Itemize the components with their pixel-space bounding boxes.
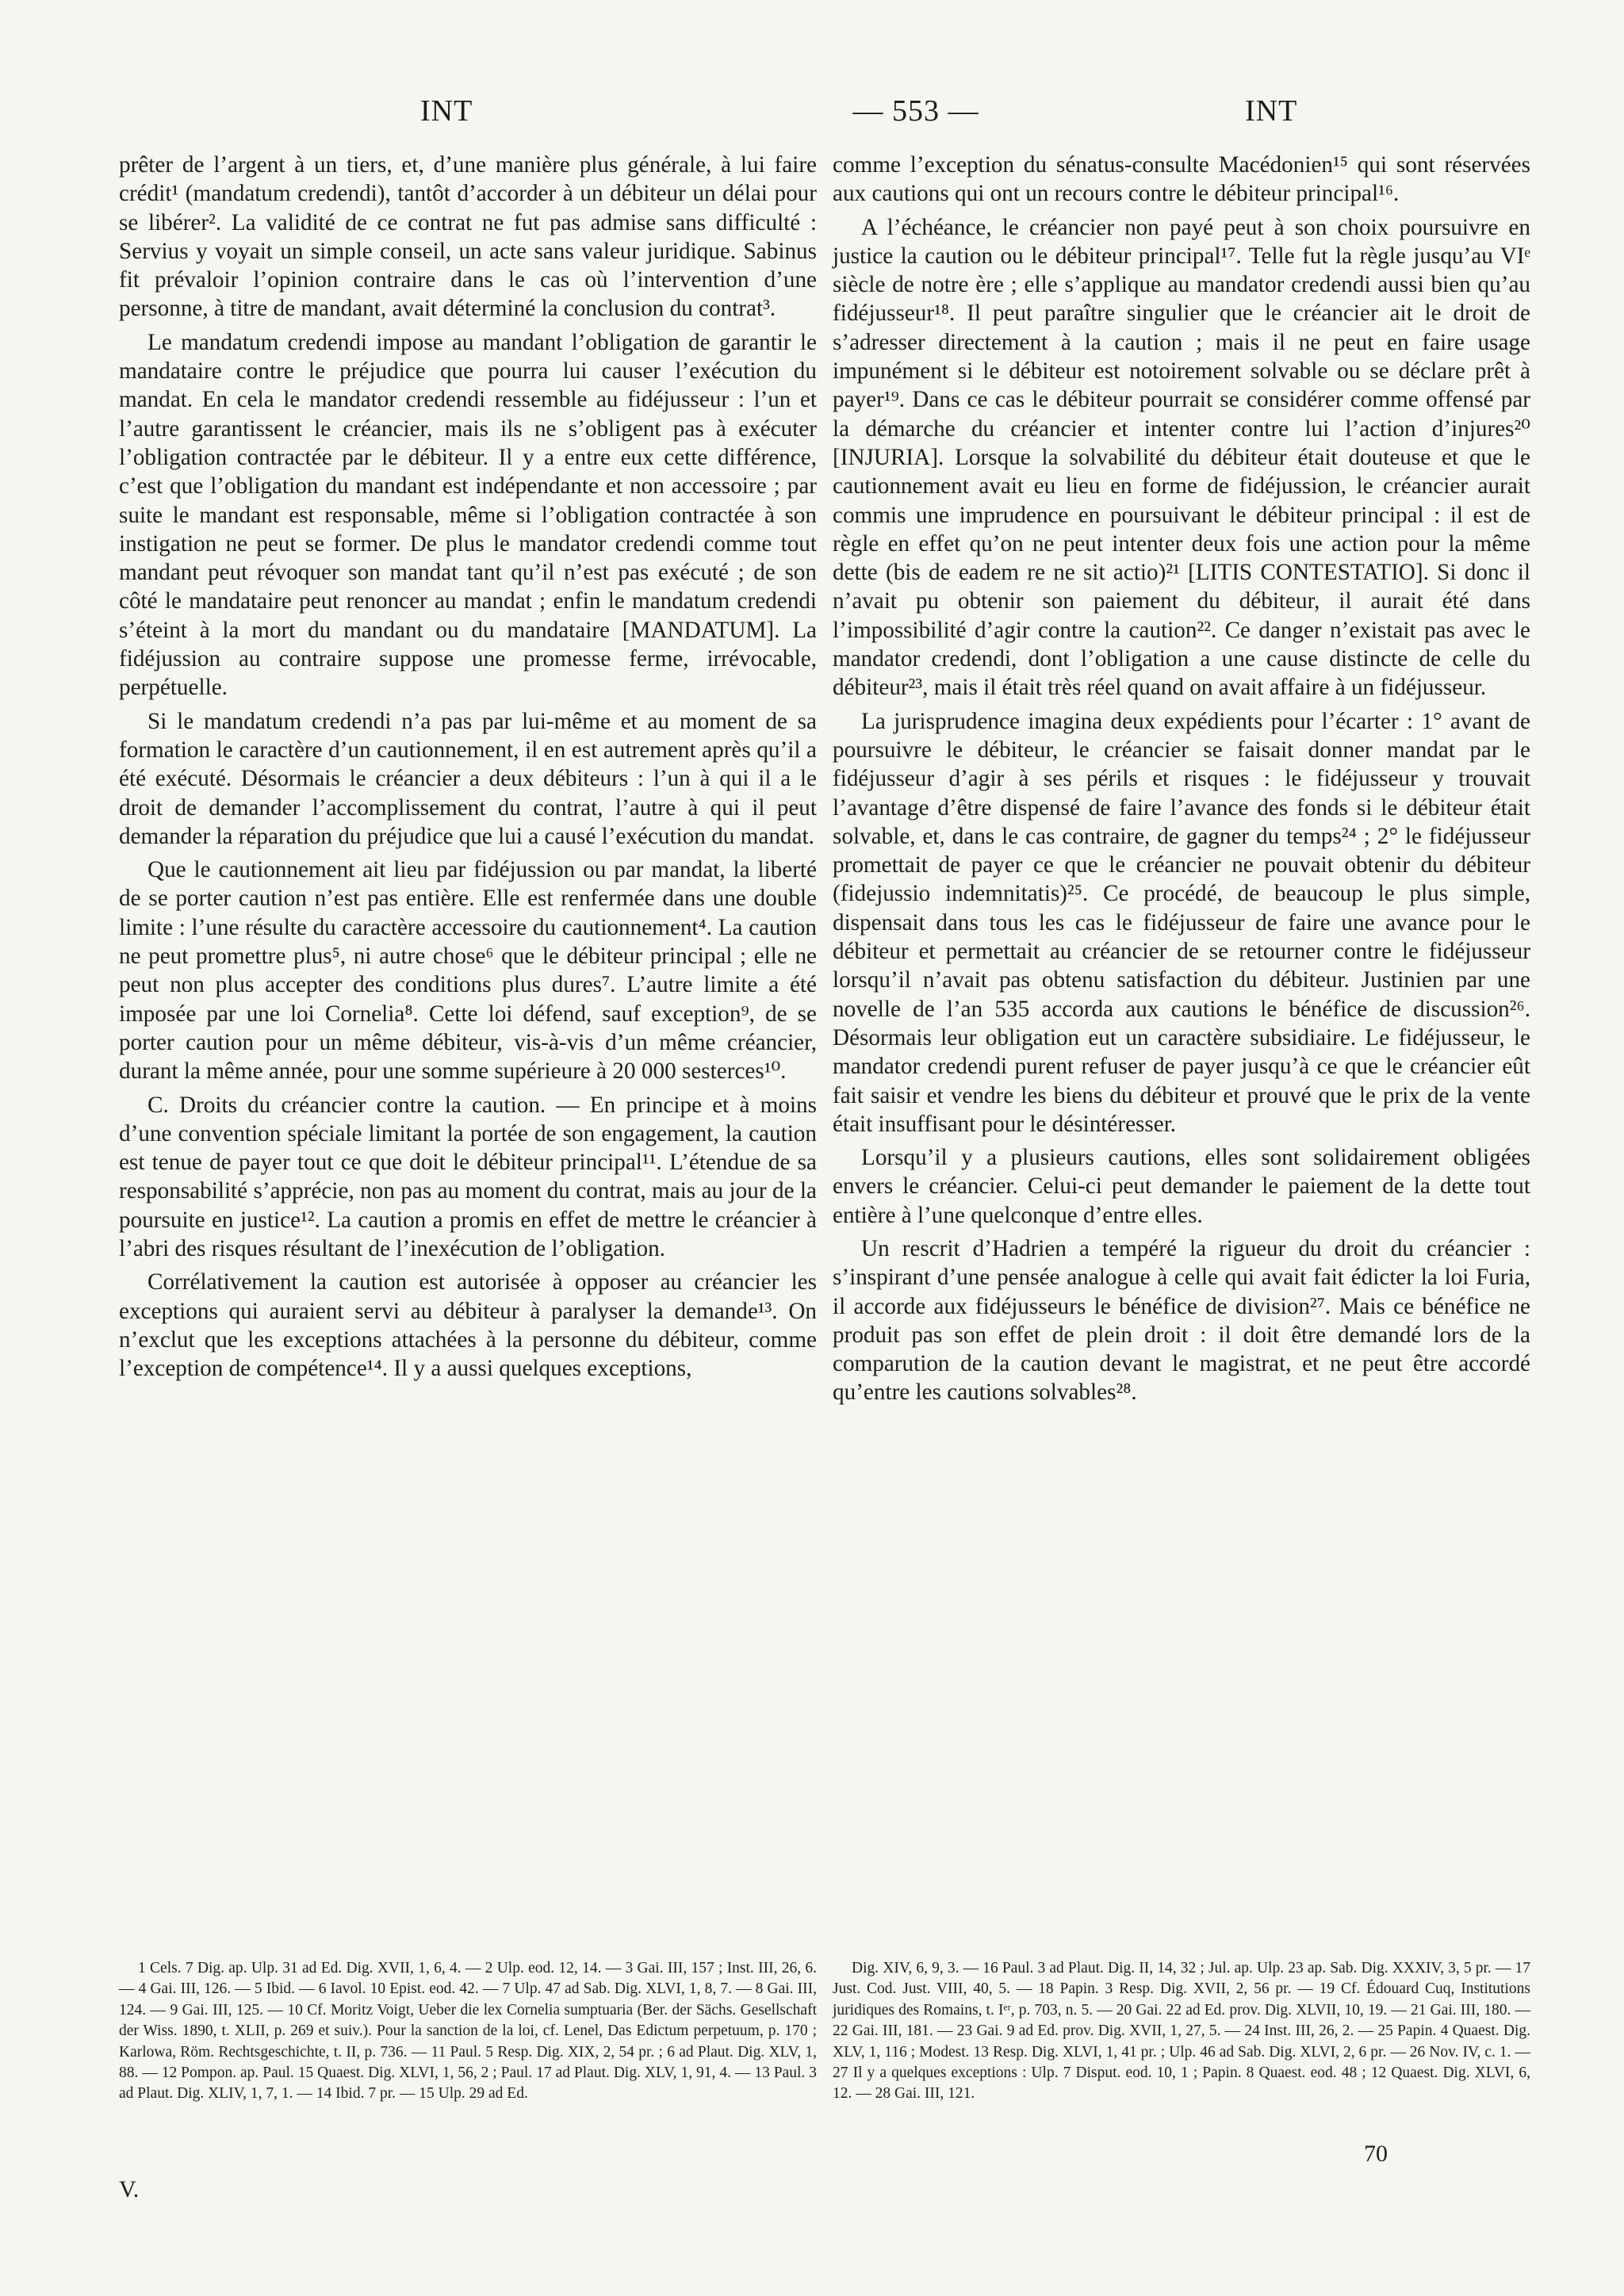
paragraph: Si le mandatum credendi n’a pas par lui-même et au moment de sa formation le caractère d’un cautionnement, il en est autrement après qu’il a été exécuté. Désormais le créancier a deux débiteurs : l’un à qui il a le droit de demander l’accomplissement du contrat, l’autre à qui il peut demander la réparation du préjudice que lui a causé l’exécution du mandat. (119, 708, 817, 849)
page-number: — 553 — (852, 94, 979, 128)
footnotes-right (833, 1958, 1530, 2105)
running-head (119, 94, 1505, 141)
footnotes-left (119, 1958, 817, 2105)
footnote-block: 1 Cels. 7 Dig. ap. Ulp. 31 ad Ed. Dig. XVII, 1, 6, 4. — 2 Ulp. eod. 12, 14. — 3 Gai. III, 157 ; Inst. III, 26, 6. — 4 Gai. III, 126. — 5 Ibid. — 6 Iavol. 10 Epist. eod. 42. — 7 Ulp. 47 ad Sab. Dig. XLVI, 1, 8, 7. — 8 Gai. III, 124. — 9 Gai. III, 125. — 10 Cf. Moritz Voigt, Ueber die lex Cornelia sumptuaria (Ber. der Sächs. Gesellschaft der Wiss. 1890, t. XLII, p. 269 et suiv.). Pour la sanction de la loi, cf. Lenel, Das Edictum perpetuum, p. 170 ; Karlowa, Röm. Rechtsgeschichte, t. II, p. 736. — 11 Paul. 5 Resp. Dig. XIX, 2, 54 pr. ; 6 ad Plaut. Dig. XLV, 1, 88. — 12 Pompon. ap. Paul. 15 Quaest. Dig. XLVI, 1, 56, 2 ; Paul. 17 ad Plaut. Dig. XLV, 1, 91, 4. — 13 Paul. 3 ad Plaut. Dig. XLIV, 1, 7, 1. — 14 Ibid. 7 pr. — 15 Ulp. 29 ad Ed. (119, 1960, 817, 2103)
paragraph: Corrélativement la caution est autorisée à opposer au créancier les exceptions qui auraient servi au débiteur à paralyser la demande¹³. On n’exclut que les exceptions attachées à la personne du débiteur, comme l’exception de compétence¹⁴. Il y a aussi quelques exceptions, (119, 1269, 817, 1382)
right-column (833, 151, 1530, 1412)
left-column (119, 151, 817, 1387)
paragraph: comme l’exception du sénatus-consulte Macédonien¹⁵ qui sont réservées aux cautions qui ont un recours contre le débiteur principal¹⁶. (833, 152, 1530, 207)
paragraph: A l’échéance, le créancier non payé peut à son choix poursuivre en justice la caution ou le débiteur principal¹⁷. Telle fut la règle jusqu’au VIᵉ siècle de notre ère ; elle s’applique au mandator credendi aussi bien qu’au fidéjusseur¹⁸. Il peut paraître singulier que le créancier ait le droit de s’adresser directement à la caution ; mais il ne peut en faire usage impunément si le débiteur est notoirement solvable ou se déclare prêt à payer¹⁹. Dans ce cas le débiteur pourrait se considérer comme offensé par la démarche du créancier et intenter contre lui l’action d’injures²⁰ [INJURIA]. Lorsque la solvabilité du débiteur était douteuse et que le cautionnement avait eu lieu en forme de fidéjussion, le créancier aurait commis une imprudence en poursuivant le débiteur principal : il est de règle en effet qu’on ne peut intenter deux fois une action pour la même dette (bis de eadem re ne sit actio)²¹ [LITIS CONTESTATIO]. Si donc il n’avait pu obtenir son paiement du débiteur, il aurait été dans l’impossibilité d’agir contre la caution²². Ce danger n’existait pas avec le mandator credendi, dont l’obligation a une cause distincte de celle du débiteur²³, mais il était très réel quand on avait affaire à un fidéjusseur. (833, 214, 1530, 701)
paragraph: La jurisprudence imagina deux expédients pour l’écarter : 1° avant de poursuivre le débiteur, le créancier se faisait donner mandat par le fidéjusseur d’agir à ses périls et risques : le fidéjusseur y trouvait l’avantage d’être dispensé de faire l’avance des fonds si le débiteur était solvable, et, dans le cas contraire, de gagner du temps²⁴ ; 2° le fidéjusseur promettait de payer ce que le créancier ne pouvait obtenir du débiteur (fidejussio indemnitatis)²⁵. Ce procédé, de beaucoup le plus simple, dispensait dans tous les cas le fidéjusseur de faire une avance pour le débiteur et permettait au créancier de se retourner contre le fidéjusseur lorsqu’il n’avait pas obtenu satisfaction du débiteur. Justinien par une novelle de l’an 535 accorda aux cautions le bénéfice de discussion²⁶. Désormais leur obligation eut un caractère subsidiaire. Le fidéjusseur, le mandator credendi purent refuser de payer jusqu’à ce que le créancier eût fait saisir et vendre les biens du débiteur et prouvé que le prix de la vente était insuffisant pour le désintéresser. (833, 708, 1530, 1137)
paragraph: Un rescrit d’Hadrien a tempéré la rigueur du droit du créancier : s’inspirant d’une pensée analogue à celle qui avait fait édicter la loi Furia, il accorde aux fidéjusseurs le bénéfice de division²⁷. Mais ce bénéfice ne produit pas son effet de plein droit : il doit être demandé lors de la comparution de la caution devant le magistrat, et ne peut être accordé qu’entre les cautions solvables²⁸. (833, 1235, 1530, 1406)
signature-letter: V. (119, 2176, 140, 2202)
footnote-block: Dig. XIV, 6, 9, 3. — 16 Paul. 3 ad Plaut. Dig. II, 14, 32 ; Jul. ap. Ulp. 23 ap. Sab. Dig. XXXIV, 3, 5 pr. — 17 Just. Cod. Just. VIII, 40, 5. — 18 Papin. 3 Resp. Dig. XVII, 2, 56 pr. — 19 Cf. Édouard Cuq, Institutions juridiques des Romains, t. Iᵉʳ, p. 703, n. 5. — 20 Gai. 22 ad Ed. prov. Dig. XLVII, 10, 19. — 21 Gai. III, 180. — 22 Gai. III, 181. — 23 Gai. 9 ad Ed. prov. Dig. XVII, 1, 27, 5. — 24 Inst. III, 26, 2. — 25 Papin. 4 Quaest. Dig. XLV, 1, 116 ; Modest. 13 Resp. Dig. XLVI, 1, 41 pr. ; Ulp. 46 ad Sab. Dig. XLVI, 2, 6 pr. — 26 Nov. IV, c. 1. — 27 Il y a quelques exceptions : Ulp. 7 Disput. eod. 10, 1 ; Papin. 8 Quaest. eod. 48 ; 12 Quaest. Dig. XLVI, 6, 12. — 28 Gai. III, 121. (833, 1960, 1530, 2103)
paragraph: C. Droits du créancier contre la caution. — En principe et à moins d’une convention spéciale limitant la portée de son engagement, la caution est tenue de payer tout ce que doit le débiteur principal¹¹. L’étendue de sa responsabilité s’apprécie, non pas au moment du contrat, mais au jour de la poursuite en justice¹². La caution a promis en effet de mettre le créancier à l’abri des risques résultant de l’inexécution de l’obligation. (119, 1092, 817, 1261)
sheet-number: 70 (1364, 2141, 1388, 2167)
paragraph: Le mandatum credendi impose au mandant l’obligation de garantir le mandataire contre le préjudice que pourra lui causer l’exécution du mandat. En cela le mandator credendi ressemble au fidéjusseur : l’un et l’autre garantissent le créancier, mais ils ne s’obligent pas à exécuter l’obligation contractée par le débiteur. Il y a entre eux cette différence, c’est que l’obligation du mandant est indépendante et non accessoire ; par suite le mandant est responsable, même si l’obligation contractée à son instigation ne peut se former. De plus le mandator credendi comme tout mandant peut révoquer son mandat tant qu’il n’est pas exécuté ; de son côté le mandataire peut renoncer au mandat ; enfin le mandatum credendi s’éteint à la mort du mandant ou du mandataire [MANDATUM]. La fidéjussion au contraire suppose une promesse ferme, irrévocable, perpétuelle. (119, 329, 817, 701)
paragraph: prêter de l’argent à un tiers, et, d’une manière plus générale, à lui faire crédit¹ (mandatum credendi), tantôt d’accorder à un débiteur un délai pour se libérer². La validité de ce contrat ne fut pas admise sans difficulté : Servius y voyait un simple conseil, un acte sans valeur juridique. Sabinus fit prévaloir l’opinion contraire dans le cas où l’intervention d’une personne, à titre de mandant, avait déterminé la conclusion du contrat³. (119, 152, 817, 322)
paragraph: Que le cautionnement ait lieu par fidéjussion ou par mandat, la liberté de se porter caution n’est pas entière. Elle est renfermée dans une double limite : l’une résulte du caractère accessoire du cautionnement⁴. La caution ne peut promettre plus⁵, ni autre chose⁶ que le débiteur principal ; elle ne peut non plus accepter des conditions plus dures⁷. L’autre limite a été imposée par une loi Cornelia⁸. Cette loi défend, sauf exception⁹, de se porter caution pour un même débiteur, vis-à-vis d’un même créancier, durant la même année, pour une somme supérieure à 20 000 sesterces¹⁰. (119, 857, 817, 1085)
header-left-keyword: INT (420, 94, 473, 128)
paragraph: Lorsqu’il y a plusieurs cautions, elles sont solidairement obligées envers le créancier. Celui-ci peut demander le paiement de la dette tout entière à l’une quelconque d’entre elles. (833, 1145, 1530, 1228)
header-right-keyword: INT (1245, 94, 1298, 128)
